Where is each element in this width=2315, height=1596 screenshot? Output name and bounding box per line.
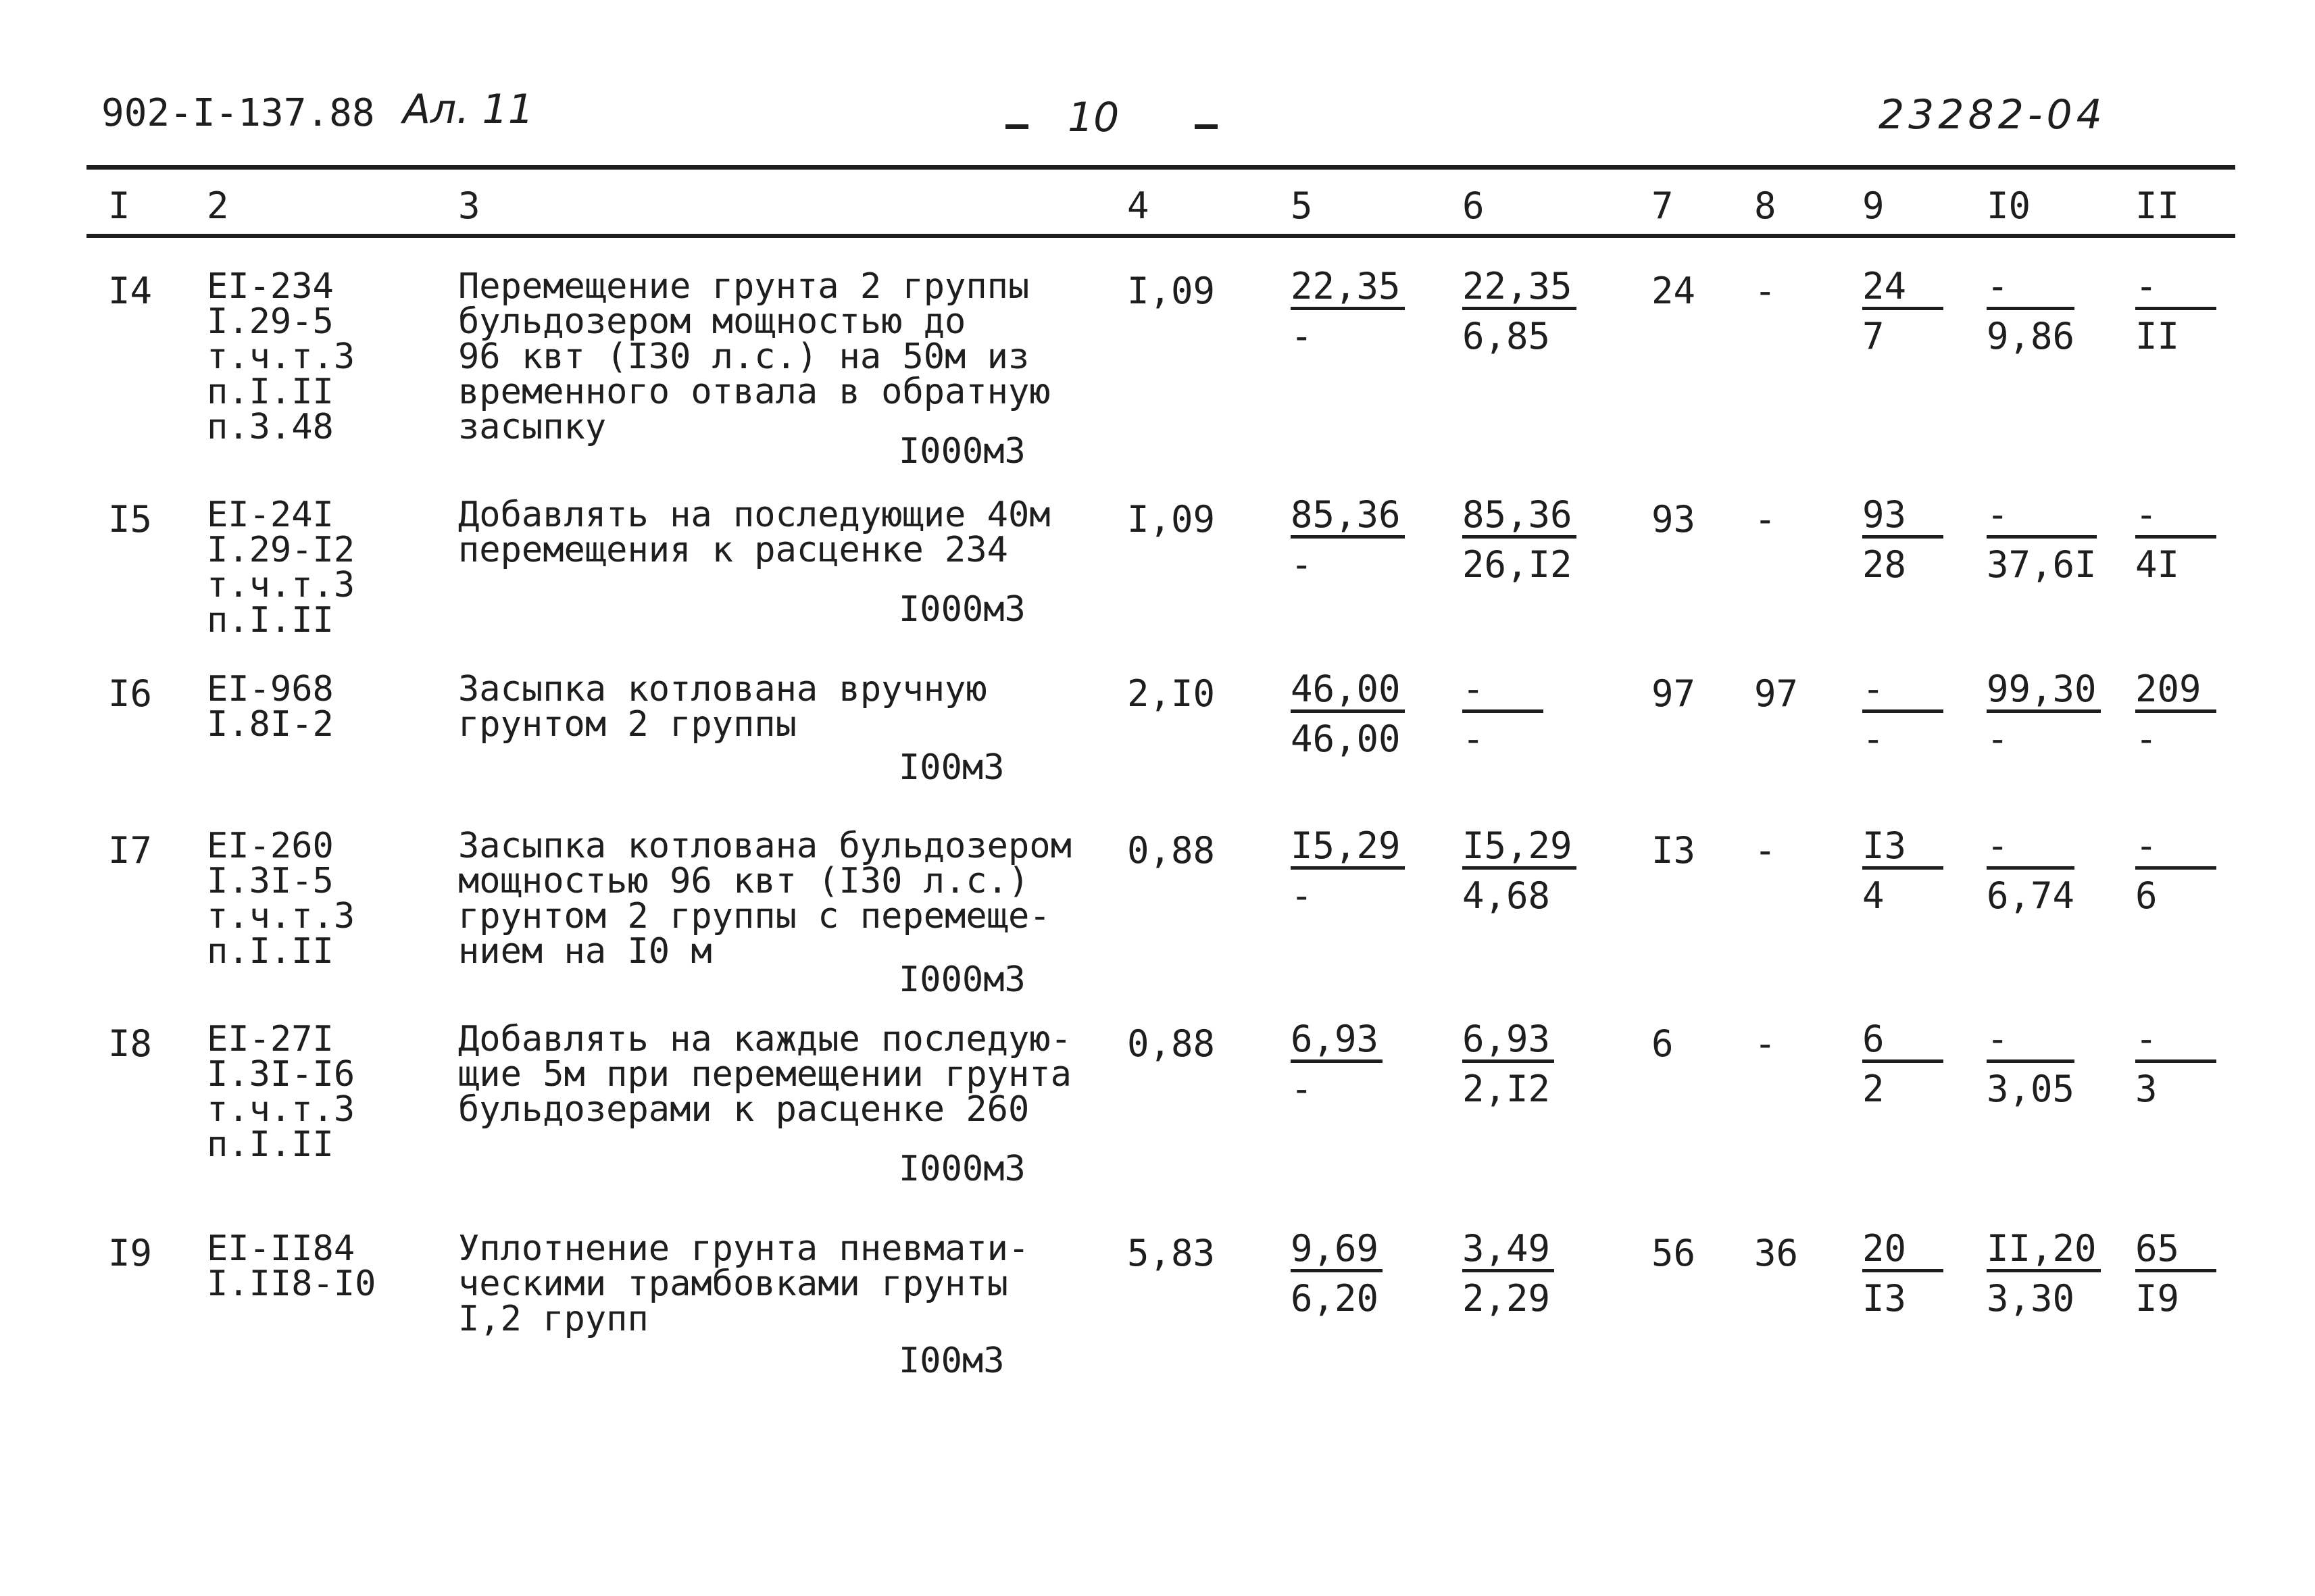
column-header-6: 6 (1462, 184, 1485, 227)
quantity: I,09 (1127, 498, 1216, 541)
fraction-cell-c5 (1291, 265, 1405, 357)
norm-code: EI-II84 I.II8-I0 (207, 1228, 376, 1304)
fraction-bottom: - (2135, 718, 2158, 760)
fraction-top: - (1462, 669, 1543, 713)
fraction-top: 20 (1862, 1228, 1943, 1272)
norm-code: EI-24I I.29-I2 т.ч.т.3 п.I.II (207, 495, 355, 641)
fraction-cell-c5 (1291, 1227, 1383, 1320)
fraction-bottom: 7 (1862, 315, 1885, 357)
fraction-cell-c5 (1291, 824, 1405, 917)
fraction-cell-c10 (1987, 824, 2075, 917)
fraction-cell-c10 (1987, 493, 2097, 586)
fraction-cell-c9 (1862, 1227, 1943, 1320)
fraction-bottom: 4 (1862, 874, 1885, 917)
quantity: 5,83 (1127, 1232, 1216, 1274)
fraction-top: - (2135, 266, 2216, 310)
fraction-top: - (1987, 495, 2097, 539)
fraction-bottom: 6,20 (1291, 1277, 1379, 1320)
fraction-cell-c6 (1462, 824, 1576, 917)
value-col-7: 6 (1651, 1022, 1674, 1065)
row-number: I6 (108, 672, 153, 715)
column-header-5: 5 (1291, 184, 1313, 227)
fraction-cell-c10 (1987, 265, 2075, 357)
fraction-top: 22,35 (1462, 266, 1576, 310)
fraction-cell-c9 (1862, 265, 1943, 357)
quantity: I,09 (1127, 270, 1216, 312)
fraction-bottom: 9,86 (1987, 315, 2075, 357)
fraction-top: 6 (1862, 1019, 1943, 1063)
value-col-7: 24 (1651, 270, 1696, 312)
fraction-top: - (1862, 669, 1943, 713)
fraction-top: 6,93 (1291, 1019, 1383, 1063)
table-top-rule (86, 165, 2235, 170)
value-col-8: - (1754, 829, 1776, 872)
document-code: 902-I-137.88 (101, 91, 375, 135)
fraction-top: 6,93 (1462, 1019, 1554, 1063)
quantity: 0,88 (1127, 829, 1216, 872)
row-number: I8 (108, 1022, 153, 1065)
fraction-bottom: - (1987, 718, 2009, 760)
fraction-top: 46,00 (1291, 669, 1405, 713)
fraction-top: - (2135, 495, 2216, 539)
work-description: Засыпка котлована вручную грунтом 2 группы (458, 669, 987, 745)
fraction-top: I5,29 (1462, 826, 1576, 870)
norm-code: EI-234 I.29-5 т.ч.т.3 п.I.II п.3.48 (207, 266, 355, 447)
work-description: Перемещение грунта 2 группы бульдозером мощностью до 96 квт (I30 л.с.) на 50м из временного отвала в обратную засыпку (458, 266, 1051, 447)
fraction-cell-c6 (1462, 493, 1576, 586)
column-header-9: 9 (1862, 184, 1885, 227)
fraction-top: 85,36 (1462, 495, 1576, 539)
fraction-bottom: - (1291, 543, 1313, 586)
fraction-cell-c11 (2135, 1227, 2216, 1320)
page-number-dash-right (1195, 124, 1218, 129)
value-col-8: 97 (1754, 672, 1799, 715)
fraction-cell-c6 (1462, 265, 1576, 357)
fraction-cell-c11 (2135, 493, 2216, 586)
fraction-top: - (1987, 1019, 2074, 1063)
fraction-top: 99,30 (1987, 669, 2101, 713)
fraction-bottom: 6,74 (1987, 874, 2075, 917)
table-header-rule (86, 234, 2235, 238)
fraction-bottom: 28 (1862, 543, 1907, 586)
column-header-11: II (2135, 184, 2180, 227)
fraction-cell-c11 (2135, 1018, 2216, 1110)
fraction-top: 24 (1862, 266, 1943, 310)
fraction-cell-c5 (1291, 493, 1405, 586)
fraction-top: - (1987, 826, 2074, 870)
work-description: Добавлять на последующие 40м перемещения к расценке 234 (458, 495, 1051, 570)
fraction-top: - (1987, 266, 2074, 310)
column-header-4: 4 (1127, 184, 1149, 227)
fraction-bottom: 37,6I (1987, 543, 2097, 586)
fraction-cell-c6 (1462, 1227, 1554, 1320)
fraction-bottom: 46,00 (1291, 718, 1401, 760)
fraction-bottom: - (1291, 1068, 1313, 1110)
work-description: Добавлять на каждые последую- щие 5м при перемещении грунта бульдозерами к расценке 260 (458, 1019, 1072, 1130)
unit-of-measure: I00м3 (899, 1341, 1005, 1381)
column-header-2: 2 (207, 184, 229, 227)
fraction-bottom: - (1862, 718, 1885, 760)
quantity: 2,I0 (1127, 672, 1216, 715)
work-description: Засыпка котлована бульдозером мощностью 96 квт (I30 л.с.) грунтом 2 группы с перемеще- нием на I0 м (458, 826, 1072, 972)
column-header-3: 3 (458, 184, 480, 227)
fraction-top: 22,35 (1291, 266, 1405, 310)
fraction-bottom: 26,I2 (1462, 543, 1572, 586)
fraction-cell-c10 (1987, 1018, 2075, 1110)
fraction-top: - (2135, 826, 2216, 870)
norm-code: EI-260 I.3I-5 т.ч.т.3 п.I.II (207, 826, 355, 972)
fraction-top: 3,49 (1462, 1228, 1554, 1272)
row-number: I4 (108, 270, 153, 312)
fraction-cell-c5 (1291, 668, 1405, 760)
fraction-top: 93 (1862, 495, 1943, 539)
fraction-bottom: 2 (1862, 1068, 1885, 1110)
fraction-bottom: 4,68 (1462, 874, 1551, 917)
fraction-cell-c9 (1862, 493, 1943, 586)
fraction-cell-c10 (1987, 668, 2101, 760)
fraction-bottom: I9 (2135, 1277, 2180, 1320)
page-number: 10 (1068, 94, 1120, 141)
unit-of-measure: I000м3 (899, 1149, 1026, 1189)
fraction-top: 209 (2135, 669, 2216, 713)
value-col-8: 36 (1754, 1232, 1799, 1274)
column-header-8: 8 (1754, 184, 1776, 227)
norm-code: EI-27I I.3I-I6 т.ч.т.3 п.I.II (207, 1019, 355, 1165)
column-header-10: I0 (1987, 184, 2031, 227)
fraction-cell-c6 (1462, 1018, 1554, 1110)
row-number: I9 (108, 1232, 153, 1274)
fraction-top: 65 (2135, 1228, 2216, 1272)
fraction-top: 9,69 (1291, 1228, 1383, 1272)
sheet-label: Ал. 11 (403, 86, 534, 133)
fraction-bottom: 2,29 (1462, 1277, 1551, 1320)
fraction-bottom: I3 (1862, 1277, 1907, 1320)
fraction-cell-c11 (2135, 668, 2216, 760)
fraction-cell-c9 (1862, 1018, 1943, 1110)
value-col-8: - (1754, 1022, 1776, 1065)
fraction-bottom: - (1291, 315, 1313, 357)
fraction-bottom: 6 (2135, 874, 2158, 917)
fraction-top: I5,29 (1291, 826, 1405, 870)
work-description: Уплотнение грунта пневмати- ческими трамбовками грунты I,2 групп (458, 1228, 1030, 1339)
fraction-cell-c11 (2135, 824, 2216, 917)
fraction-cell-c5 (1291, 1018, 1383, 1110)
fraction-bottom: 4I (2135, 543, 2180, 586)
page-number-dash-left (1005, 124, 1028, 129)
unit-of-measure: I00м3 (899, 747, 1005, 788)
fraction-bottom: 2,I2 (1462, 1068, 1551, 1110)
fraction-cell-c9 (1862, 668, 1943, 760)
column-header-7: 7 (1651, 184, 1674, 227)
fraction-cell-c6 (1462, 668, 1543, 760)
fraction-top: II,20 (1987, 1228, 2101, 1272)
fraction-bottom: 3,30 (1987, 1277, 2075, 1320)
fraction-top: - (2135, 1019, 2216, 1063)
quantity: 0,88 (1127, 1022, 1216, 1065)
value-col-7: I3 (1651, 829, 1696, 872)
value-col-8: - (1754, 498, 1776, 541)
row-number: I5 (108, 498, 153, 541)
fraction-bottom: - (1462, 718, 1485, 760)
value-col-8: - (1754, 270, 1776, 312)
fraction-bottom: 6,85 (1462, 315, 1551, 357)
unit-of-measure: I000м3 (899, 959, 1026, 1000)
value-col-7: 97 (1651, 672, 1696, 715)
fraction-top: 85,36 (1291, 495, 1405, 539)
fraction-cell-c11 (2135, 265, 2216, 357)
fraction-top: I3 (1862, 826, 1943, 870)
column-header-1: I (108, 184, 130, 227)
fraction-bottom: 3 (2135, 1068, 2158, 1110)
value-col-7: 93 (1651, 498, 1696, 541)
norm-code: EI-968 I.8I-2 (207, 669, 334, 745)
unit-of-measure: I000м3 (899, 589, 1026, 630)
fraction-bottom: - (1291, 874, 1313, 917)
registration-number: 23282-04 (1878, 91, 2106, 139)
row-number: I7 (108, 829, 153, 872)
fraction-bottom: 3,05 (1987, 1068, 2075, 1110)
fraction-cell-c10 (1987, 1227, 2101, 1320)
fraction-bottom: II (2135, 315, 2180, 357)
unit-of-measure: I000м3 (899, 431, 1026, 472)
value-col-7: 56 (1651, 1232, 1696, 1274)
fraction-cell-c9 (1862, 824, 1943, 917)
